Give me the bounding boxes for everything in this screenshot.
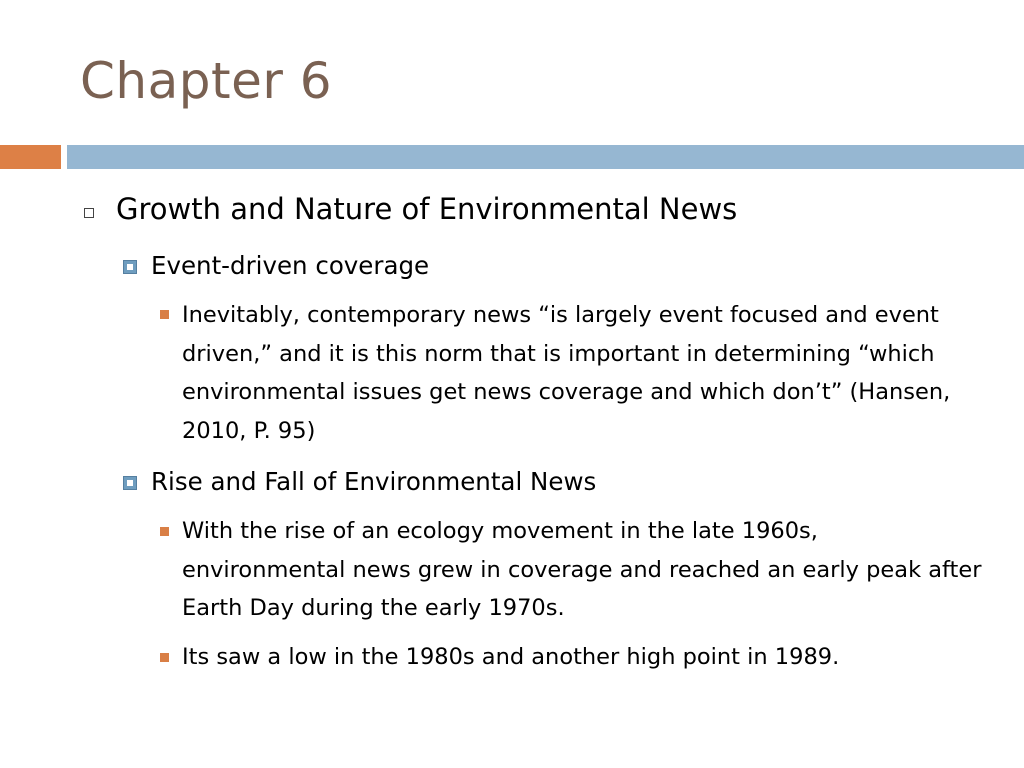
bullet-level3-text: Its saw a low in the 1980s and another high point in 1989. — [182, 644, 840, 670]
bullet-level3-text: Inevitably, contemporary news “is largely event focused and event driven,” and it is this norm that is important in determining “which environmental issues get news coverage and which don’t” (Hansen, 2010, P. 95) — [182, 302, 951, 444]
bullet-level1-text: Growth and Nature of Environmental News — [116, 192, 738, 226]
square-bullet-icon — [123, 260, 137, 274]
slide-title: Chapter 6 — [80, 52, 333, 110]
filled-square-bullet-icon — [160, 310, 169, 319]
bullet-level2-text: Rise and Fall of Environmental News — [151, 467, 597, 496]
bullet-level2-text: Event-driven coverage — [151, 251, 430, 280]
hollow-square-bullet-icon — [84, 208, 94, 218]
bullet-level3-text: With the rise of an ecology movement in the late 1960s, environmental news grew in coverage and reached an early peak after Earth Day during the early 1970s. — [182, 518, 982, 621]
square-bullet-icon — [123, 476, 137, 490]
filled-square-bullet-icon — [160, 527, 169, 536]
filled-square-bullet-icon — [160, 653, 169, 662]
